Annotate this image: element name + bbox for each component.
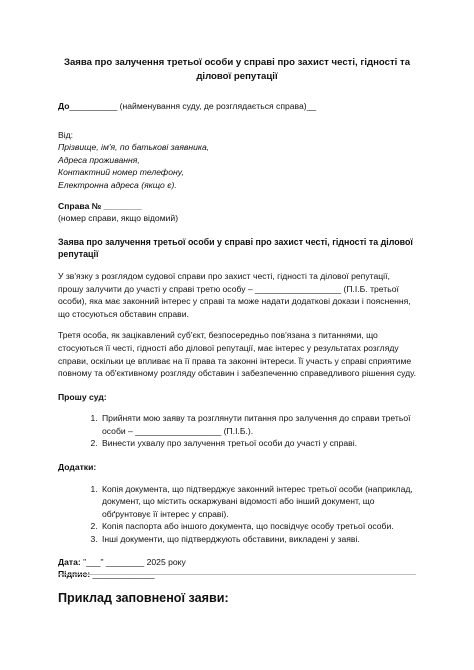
from-label: Від: bbox=[58, 129, 74, 140]
signature-value: _____________ bbox=[90, 569, 155, 580]
body-paragraph: Третя особа, як зацікавлений суб'єкт, безпосередньо пов'язана з питаннями, що стосуються її честі, гідності або ділової репутації, має інтерес у результатах розгляду справи, оскільки це впливає на її права та законні інтереси. Її участь у справі сприятиме повному та об'єктивному розгляду обставин і забезпеченню справедливого рішення суду. bbox=[58, 330, 416, 379]
case-number-label: Справа № ________ bbox=[58, 200, 142, 211]
applicant-name-line: Прізвище, ім'я, по батькові заявника, bbox=[58, 142, 210, 153]
date-label: Дата: bbox=[58, 556, 81, 567]
applicant-address-line: Адреса проживання, bbox=[58, 154, 140, 165]
list-item: 1. Копія документа, що підтверджує законний інтерес третьої особи (наприклад, документ, що містить оскаржувані відомості або інший документ, що обґрунтовує її інтерес у справі). bbox=[100, 483, 416, 521]
case-block bbox=[58, 200, 416, 225]
to-label: До bbox=[58, 101, 70, 111]
list-item: 2. Копія паспорта або іншого документа, що посвідчує особу третьої особи. bbox=[100, 520, 416, 533]
date-line bbox=[58, 556, 416, 569]
court-name-placeholder: __________ (найменування суду, де розглядається справа)__ bbox=[69, 101, 317, 111]
document-title: Заява про залучення третьої особи у справі про захист честі, гідності та ділової репутації bbox=[63, 57, 411, 82]
applicant-email-line: Електронна адреса (якщо є). bbox=[58, 179, 177, 190]
attachments-heading: Додатки: bbox=[58, 462, 97, 473]
body-paragraph: У зв'язку з розглядом судової справи про захист честі, гідності та ділової репутації, прошу залучити до участі у справі третю особу – __________________ (П.І.Б. третьої особи), яка має законний інтерес у справі та може надати додаткові докази і пояснення, що стосуються обставин справи. bbox=[58, 270, 411, 319]
request-list bbox=[58, 412, 416, 450]
signature-label: Підпис: bbox=[58, 569, 91, 580]
statement-heading: Заява про залучення третьої особи у справі про захист честі, гідності та ділової репутації bbox=[58, 236, 413, 260]
court-line bbox=[58, 100, 416, 113]
request-heading: Прошу суд: bbox=[58, 391, 107, 402]
applicant-phone-line: Контактний номер телефону, bbox=[58, 167, 184, 178]
example-heading: Приклад заповненої заяви: bbox=[58, 591, 229, 605]
case-number-note: (номер справи, якщо відомий) bbox=[58, 213, 179, 224]
list-item: 3. Інші документи, що підтверджують обставини, викладені у заяві. bbox=[100, 533, 416, 546]
date-value: "___" ________ 2025 року bbox=[80, 556, 186, 567]
list-item: 1. Прийняти мою заяву та розглянути питання про залучення до справи третьої особи – __________________ (П.І.Б.). bbox=[100, 412, 416, 437]
attachments-list bbox=[58, 483, 416, 546]
section-divider bbox=[58, 574, 416, 575]
list-item: 2. Винести ухвалу про залучення третьої особи до участі у справі. bbox=[100, 437, 416, 450]
applicant-block bbox=[58, 129, 416, 192]
